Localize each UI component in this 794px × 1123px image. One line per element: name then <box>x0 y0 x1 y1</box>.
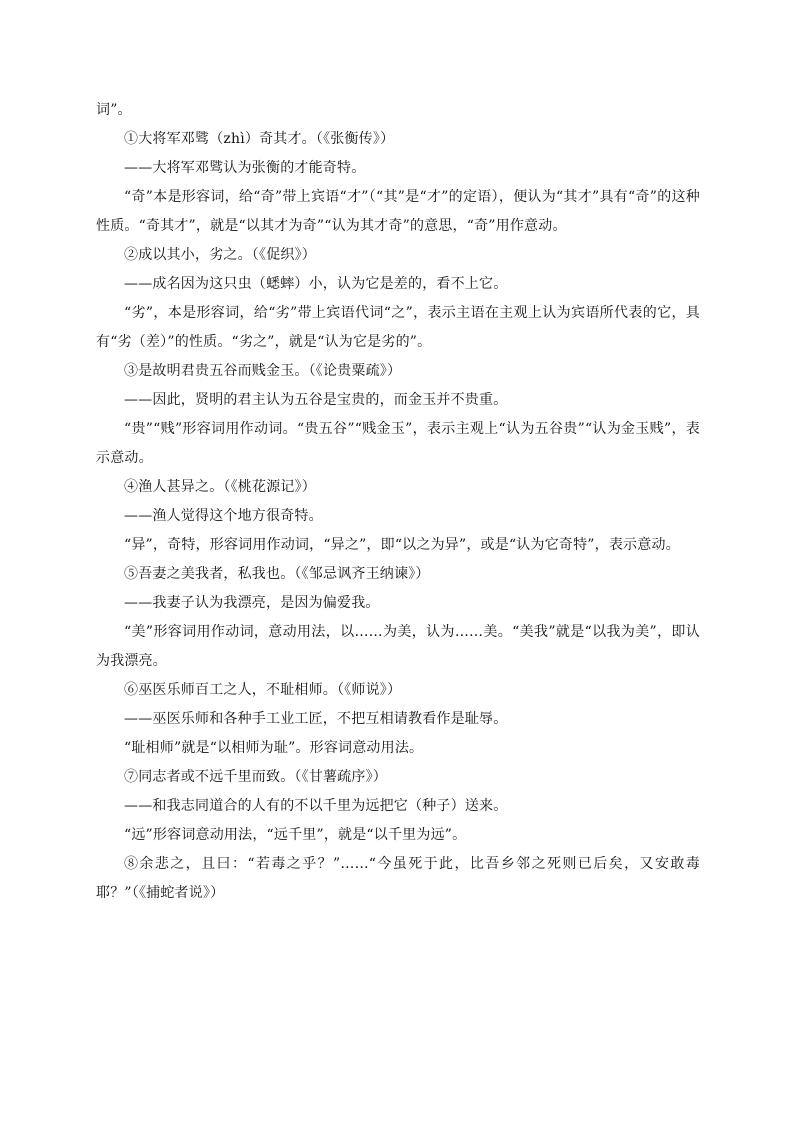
example-2-translation: ——成名因为这只虫（蟋蟀）小，认为它是差的，看不上它。 <box>124 276 508 292</box>
example-2-explanation: “劣”，本是形容词，给“劣”带上宾语代词“之”，表示主语在主观上认为宾语所代表的它，具有“劣（差）”的性质。“劣之”，就是“认为它是劣的”。 <box>96 305 700 350</box>
example-4-sentence: ④渔人甚异之。（《桃花源记》） <box>124 479 316 495</box>
example-4-explanation: “异”，奇特，形容词用作动词，“异之”，即“以之为异”，或是“认为它奇特”，表示意动。 <box>124 537 680 553</box>
example-7-explanation: “远”形容词意动用法，“远千里”，就是“以千里为远”。 <box>124 827 467 843</box>
example-1-explanation: “奇”本是形容词，给“奇”带上宾语“才”（“其”是“才”的定语），便认为“其才”具有“奇”的这种性质。“奇其才”，就是“以其才为奇”“认为其才奇”的意思，“奇”用作意动。 <box>96 189 700 234</box>
example-1-sentence: ①大将军邓骘（zhì）奇其才。（《张衡传》） <box>124 131 395 147</box>
example-2-sentence: ②成以其小，劣之。（《促织》） <box>124 247 316 263</box>
example-6-sentence: ⑥巫医乐师百工之人，不耻相师。（《师说》） <box>124 682 402 698</box>
example-3-explanation: “贵”“贱”形容词用作动词。“贵五谷”“贱金玉”，表示主观上“认为五谷贵”“认为金玉贱”，表示意动。 <box>96 421 700 466</box>
example-7-sentence: ⑦同志者或不远千里而致。（《甘薯疏序》） <box>124 769 387 785</box>
text-line-continuation: 词”。 <box>96 102 132 118</box>
example-5-translation: ——我妻子认为我漂亮，是因为偏爱我。 <box>124 595 380 611</box>
example-5-sentence: ⑤吾妻之美我者，私我也。（《邹忌讽齐王纳谏》） <box>124 566 430 582</box>
example-7-translation: ——和我志同道合的人有的不以千里为远把它（种子）送来。 <box>124 798 508 814</box>
example-3-translation: ——因此，贤明的君主认为五谷是宝贵的，而金玉并不贵重。 <box>124 392 508 408</box>
example-8-sentence: ⑧余悲之，且曰：“若毒之乎？”……“今虽死于此，比吾乡邻之死则已后矣，又安敢毒耶？”（《捕蛇者说》） <box>96 856 700 901</box>
example-3-sentence: ③是故明君贵五谷而贱金玉。（《论贵粟疏》） <box>124 363 402 379</box>
example-6-translation: ——巫医乐师和各种手工业工匠，不把互相请教看作是耻辱。 <box>124 711 508 727</box>
example-5-explanation: “美”形容词用作动词，意动用法，以……为美，认为……美。“美我”就是“以我为美”，即认为我漂亮。 <box>96 624 700 669</box>
example-4-translation: ——渔人觉得这个地方很奇特。 <box>124 508 323 524</box>
example-6-explanation: “耻相师”就是“以相师为耻”。形容词意动用法。 <box>124 740 424 756</box>
document-body <box>96 96 700 908</box>
example-1-translation: ——大将军邓骘认为张衡的才能奇特。 <box>124 160 366 176</box>
